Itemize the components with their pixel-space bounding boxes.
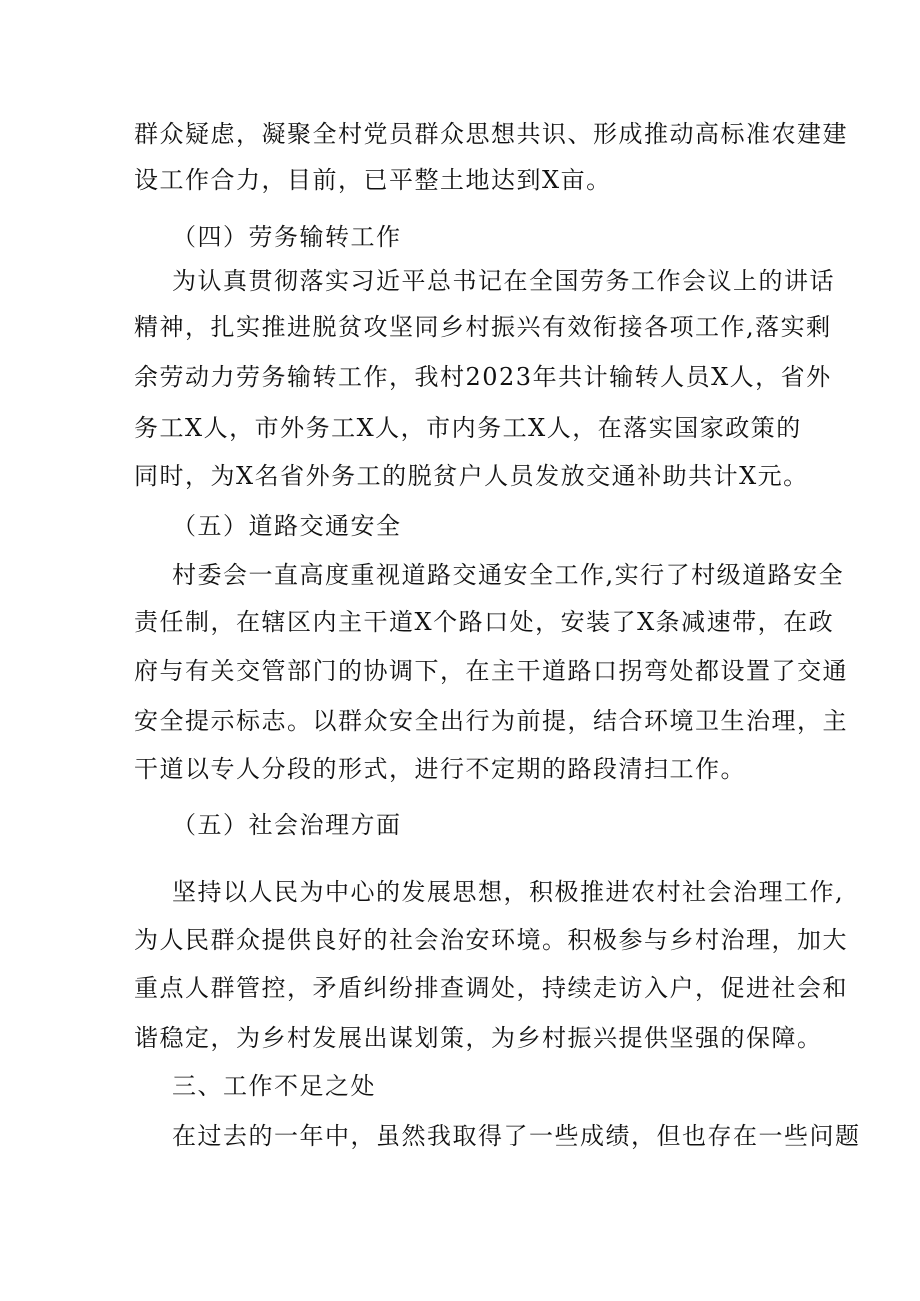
paragraph-line: 群众疑虑，凝聚全村党员群众思想共识、形成推动高标准农建建 bbox=[134, 120, 848, 148]
paragraph-line: 安全提示标志。以群众安全出行为前提，结合环境卫生治理，主 bbox=[134, 707, 848, 735]
paragraph-line: 责任制，在辖区内主干道X个路口处，安装了X条减速带，在政 bbox=[134, 608, 835, 636]
paragraph-line: 坚持以人民为中心的发展思想，积极推进农村社会治理工作, bbox=[172, 878, 845, 906]
paragraph-line: 同时，为X名省外务工的脱贫户人员发放交通补助共计X元。 bbox=[134, 462, 809, 490]
paragraph-line: 设工作合力，目前，已平整土地达到X亩。 bbox=[134, 166, 612, 194]
paragraph-line: 干道以专人分段的形式，进行不定期的路段清扫工作。 bbox=[134, 755, 746, 783]
paragraph-line: 谐稳定，为乡村发展出谋划策，为乡村振兴提供坚强的保障。 bbox=[134, 1024, 823, 1052]
paragraph-line: 重点人群管控，矛盾纠纷排查调处，持续走访入户，促进社会和 bbox=[134, 974, 848, 1002]
paragraph-line: 务工X人，市外务工X人，市内务工X人，在落实国家政策的 bbox=[134, 414, 802, 442]
paragraph-line: 村委会一直高度重视道路交通安全工作,实行了村级道路安全 bbox=[172, 561, 845, 589]
paragraph-line: 为人民群众提供良好的社会治安环境。积极参与乡村治理，加大 bbox=[134, 926, 848, 954]
section-heading-5b: （五）社会治理方面 bbox=[172, 811, 402, 839]
section-heading-3: 三、工作不足之处 bbox=[172, 1072, 376, 1100]
paragraph-line: 在过去的一年中，虽然我取得了一些成绩，但也存在一些问题 bbox=[172, 1122, 861, 1150]
section-heading-5a: （五）道路交通安全 bbox=[172, 512, 402, 540]
section-heading-4: （四）劳务输转工作 bbox=[172, 223, 402, 251]
paragraph-line: 府与有关交管部门的协调下，在主干道路口拐弯处都设置了交通 bbox=[134, 657, 848, 685]
paragraph-line: 余劳动力劳务输转工作，我村2023年共计输转人员X人，省外 bbox=[134, 363, 832, 391]
paragraph-line: 为认真贯彻落实习近平总书记在全国劳务工作会议上的讲话 bbox=[172, 267, 835, 295]
paragraph-line: 精神，扎实推进脱贫攻坚同乡村振兴有效衔接各项工作,落实剩 bbox=[134, 313, 832, 341]
